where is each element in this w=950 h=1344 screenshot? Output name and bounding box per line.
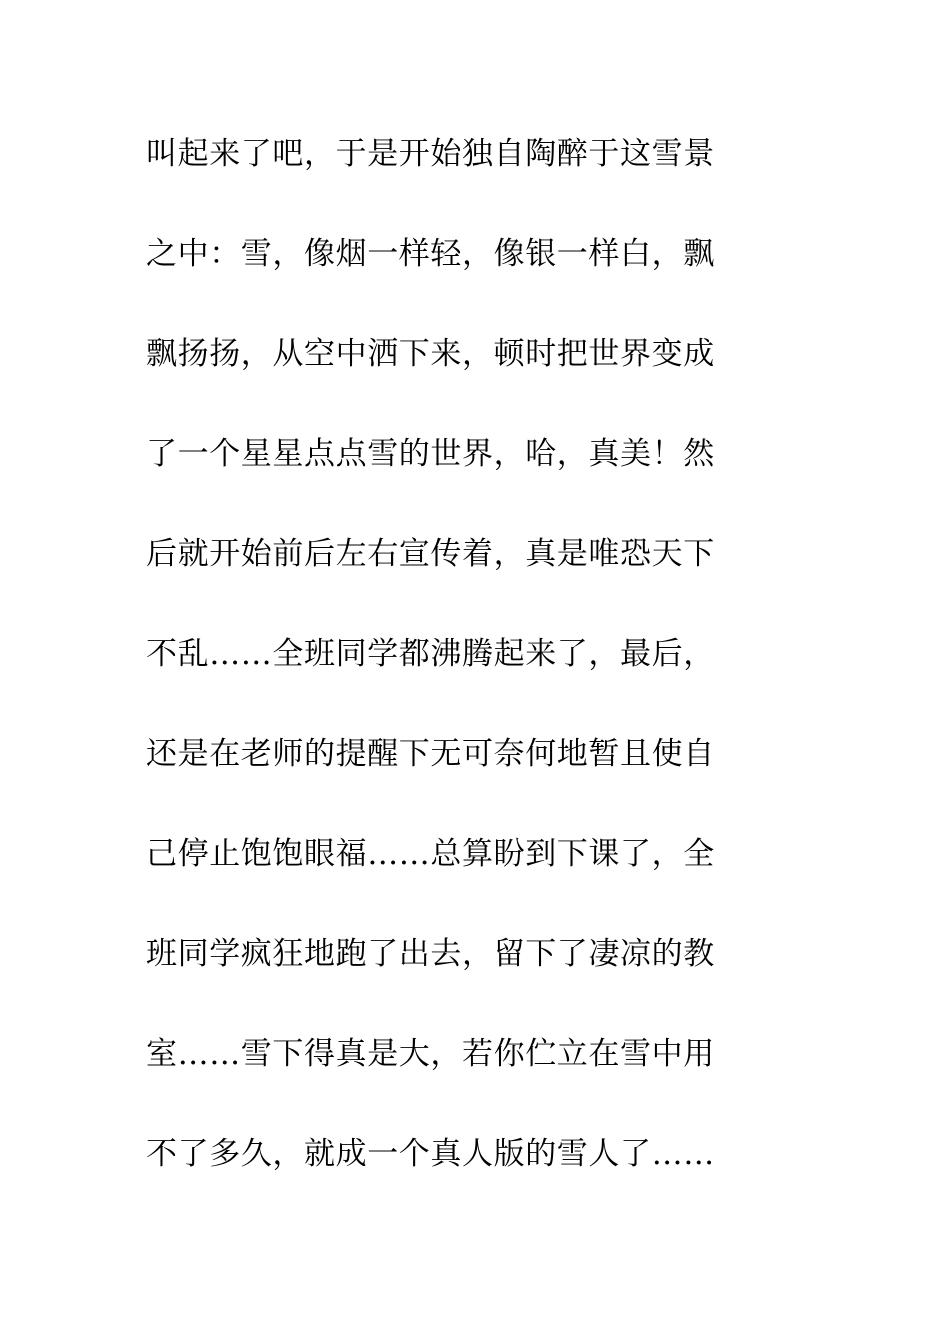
text-line-4: 了一个星星点点雪的世界，哈，真美！然 bbox=[146, 436, 715, 472]
text-line-1: 叫起来了吧，于是开始独自陶醉于这雪景 bbox=[146, 136, 715, 172]
text-line-10: 室……雪下得真是大，若你伫立在雪中用 bbox=[146, 1036, 715, 1072]
text-line-5: 后就开始前后左右宣传着，真是唯恐天下 bbox=[146, 536, 715, 572]
text-line-2: 之中：雪，像烟一样轻，像银一样白，飘 bbox=[146, 236, 715, 272]
text-line-9: 班同学疯狂地跑了出去，留下了凄凉的教 bbox=[146, 936, 715, 972]
text-line-11: 不了多久，就成一个真人版的雪人了…… bbox=[146, 1136, 715, 1172]
text-line-7: 还是在老师的提醒下无可奈何地暂且使自 bbox=[146, 736, 715, 772]
text-line-8: 己停止饱饱眼福……总算盼到下课了，全 bbox=[146, 836, 715, 872]
body-text bbox=[146, 126, 786, 1226]
text-line-3: 飘扬扬，从空中洒下来，顿时把世界变成 bbox=[146, 336, 715, 372]
text-line-6: 不乱……全班同学都沸腾起来了，最后， bbox=[146, 636, 715, 672]
